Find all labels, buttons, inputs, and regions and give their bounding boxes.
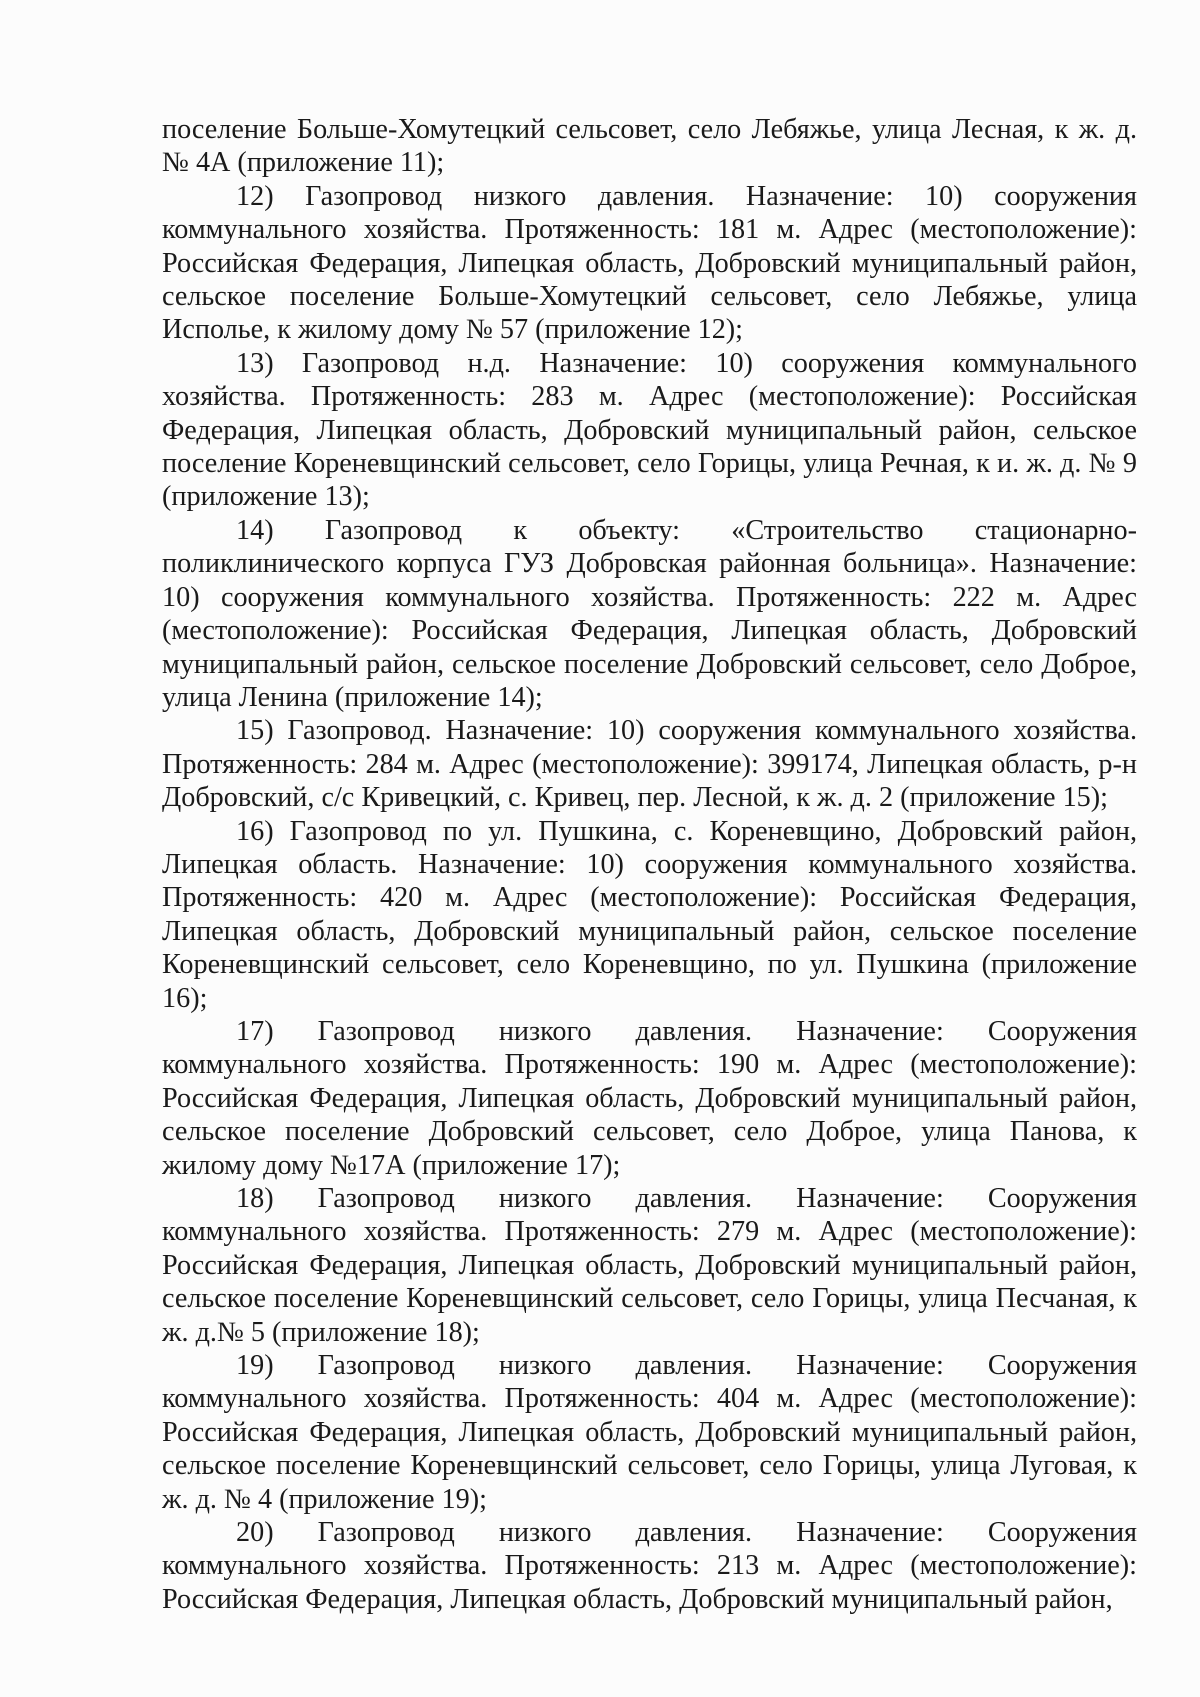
paragraph-item-16: 16) Газопровод по ул. Пушкина, с. Кореневщино, Добровский район, Липецкая область. Назначение: 10) сооружения коммунального хозяйства. Протяженность: 420 м. Адрес (местоположение): Российская Федерация, Липецкая область, Добровский муниципальный район, сельское поселение Кореневщинский сельсовет, село Кореневщино, по ул. Пушкина (приложение 16);	[162, 815, 1137, 1014]
paragraph-item-12: 12) Газопровод низкого давления. Назначение: 10) сооружения коммунального хозяйства. Протяженность: 181 м. Адрес (местоположение): Российская Федерация, Липецкая область, Добровский муниципальный район, сельское поселение Больше-Хомутецкий сельсовет, село Лебяжье, улица Исполье, к жилому дому № 57 (приложение 12);	[162, 180, 1137, 346]
paragraph-item-17: 17) Газопровод низкого давления. Назначение: Сооружения коммунального хозяйства. Протяженность: 190 м. Адрес (местоположение): Российская Федерация, Липецкая область, Добровский муниципальный район, сельское поселение Добровский сельсовет, село Доброе, улица Панова, к жилому дому №17А (приложение 17);	[162, 1015, 1137, 1181]
paragraph-item-15: 15) Газопровод. Назначение: 10) сооружения коммунального хозяйства. Протяженность: 284 м. Адрес (местоположение): 399174, Липецкая область, р-н Добровский, с/с Кривецкий, с. Кривец, пер. Лесной, к ж. д. 2 (приложение 15);	[162, 715, 1137, 814]
paragraph-item-19: 19) Газопровод низкого давления. Назначение: Сооружения коммунального хозяйства. Протяженность: 404 м. Адрес (местоположение): Российская Федерация, Липецкая область, Добровский муниципальный район, сельское поселение Кореневщинский сельсовет, село Горицы, улица Луговая, к ж. д. № 4 (приложение 19);	[162, 1350, 1137, 1515]
paragraph-item-14: 14) Газопровод к объекту: «Строительство стационарно-поликлинического корпуса ГУЗ Добровская районная больница». Назначение: 10) сооружения коммунального хозяйства. Протяженность: 222 м. Адрес (местоположение): Российская Федерация, Липецкая область, Добровский муниципальный район, сельское поселение Добровский сельсовет, село Доброе, улица Ленина (приложение 14);	[162, 514, 1137, 713]
document-body	[162, 113, 1137, 1616]
paragraph-item-20: 20) Газопровод низкого давления. Назначение: Сооружения коммунального хозяйства. Протяженность: 213 м. Адрес (местоположение): Российская Федерация, Липецкая область, Добровский муниципальный район,	[162, 1517, 1137, 1615]
paragraph-item-11-continued: поселение Больше-Хомутецкий сельсовет, село Лебяжье, улица Лесная, к ж. д. № 4А (приложение 11);	[162, 114, 1137, 179]
paragraph-item-18: 18) Газопровод низкого давления. Назначение: Сооружения коммунального хозяйства. Протяженность: 279 м. Адрес (местоположение): Российская Федерация, Липецкая область, Добровский муниципальный район, сельское поселение Кореневщинский сельсовет, село Горицы, улица Песчаная, к ж. д.№ 5 (приложение 18);	[162, 1183, 1137, 1348]
paragraph-item-13: 13) Газопровод н.д. Назначение: 10) сооружения коммунального хозяйства. Протяженность: 283 м. Адрес (местоположение): Российская Федерация, Липецкая область, Добровский муниципальный район, сельское поселение Кореневщинский сельсовет, село Горицы, улица Речная, к и. ж. д. № 9 (приложение 13);	[162, 347, 1137, 513]
